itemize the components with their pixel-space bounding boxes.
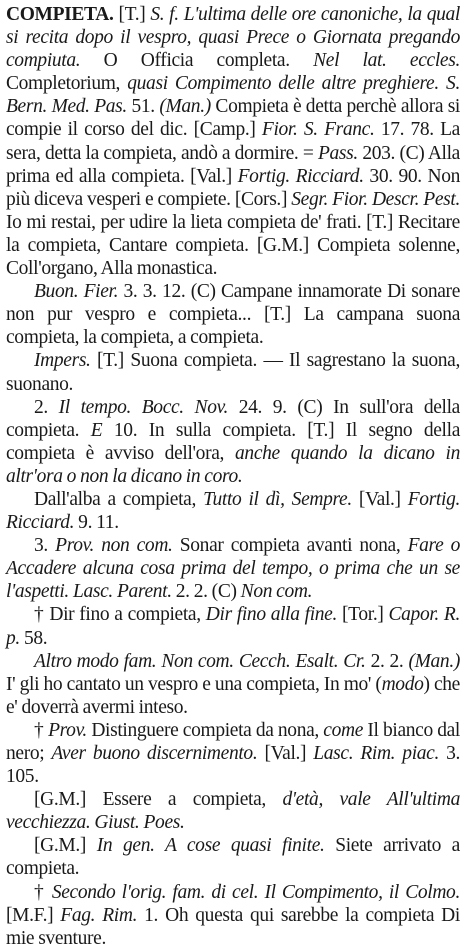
roman-text: 2. [34, 396, 59, 418]
roman-text: 1. Oh questa qui sarebbe la compieta Di mie sventure. [6, 904, 460, 949]
italic-text: anche quando la dicano in altr'ora o non la dicano in coro. [6, 442, 461, 487]
roman-text: [Tor.] [337, 604, 389, 626]
italic-text: Capor. R. p. [6, 604, 461, 649]
entry-subsense [6, 488, 460, 534]
roman-text: 17. 78. La sera, detta la compieta, andò a dormire. = [6, 119, 460, 164]
entry-subsense [6, 719, 460, 788]
italic-text: Fortig. Ricciard. [6, 488, 460, 534]
entry-subsense [6, 834, 460, 880]
roman-text: [T.] Suona compieta. — Il sagrestano la suona, suonano. [6, 350, 460, 395]
roman-text: [G.M.] [34, 835, 97, 857]
roman-text: † Dir fino a compieta, [34, 604, 206, 626]
entry-subsense [6, 603, 460, 649]
italic-text: S. f. L'ultima delle ore canoniche, la qual si recita dopo il vespro, quasi Prece o Giornata pregando compiuta. [6, 4, 461, 72]
italic-text: Segr. Fior. Descr. Pest. [291, 188, 460, 210]
roman-text: ) che e' doverrà avermi inteso. [6, 673, 460, 718]
italic-text: (Man.) [408, 650, 460, 672]
roman-text: 9. 11. [74, 512, 119, 534]
italic-text: Buon. Fier. [34, 281, 119, 303]
roman-text: Compieta è detta perchè allora si compie il corso del dic. [Camp.] [6, 96, 460, 141]
italic-text: Fag. Rim. [60, 904, 138, 926]
roman-text: 2. 2. (C) [171, 581, 241, 603]
roman-text: 2. 2. [365, 650, 409, 672]
italic-text: Nel lat. eccles. [313, 50, 460, 72]
italic-text: Tutto il dì, Sempre. [203, 488, 352, 510]
roman-text: [Val.] [351, 488, 408, 510]
entry-definition [6, 3, 460, 280]
roman-text: Sonar compieta avanti nona, [172, 535, 408, 557]
roman-text: 3. 3. 12. (C) Campane innamorate Di sonare non pur vespro e compieta... [T.] La campana suona compieta, la compieta, a compieta. [6, 281, 460, 349]
roman-text: [Val.] [257, 743, 314, 764]
roman-text: Dall'alba a compieta, [34, 488, 204, 510]
roman-text: 30. 90. Non più diceva vesperi e compiete. [Cors.] [6, 165, 461, 210]
italic-text: quasi Compimento delle altre preghiere. S. Bern. Med. Pas. [6, 73, 460, 118]
entry-subsense [6, 650, 460, 719]
roman-text: 203. (C) Alla prima ed alla compieta. [Val.] [6, 142, 460, 187]
roman-text: † [34, 719, 49, 741]
italic-text: Il tempo. Bocc. Nov. [58, 396, 228, 418]
entry-subsense [6, 881, 460, 950]
italic-text: Altro modo fam. Non com. Cecch. Esalt. Cr. [34, 650, 366, 672]
roman-text: Io mi restai, per udire la lieta compieta de' frati. [T.] Recitare la compieta, Cantare compieta. [G.M.] Compieta solenne, Coll'organo, Alla monastica. [6, 211, 460, 280]
italic-text: modo [381, 673, 424, 695]
italic-text: Fortig. Ricciard. [237, 165, 364, 187]
entry-subsense [6, 349, 460, 395]
entry-subsense [6, 280, 460, 349]
italic-text: Non com. [240, 581, 313, 603]
italic-text: Aver buono discernimento. [51, 743, 258, 764]
italic-text: Prov. non com. [55, 535, 173, 557]
italic-text: Fior. S. Franc. [261, 119, 375, 141]
roman-text: 24. 9. (C) In sull'ora della compieta. [6, 396, 460, 441]
italic-text: E [90, 419, 103, 441]
italic-text: Dir fino alla fine. [205, 604, 338, 626]
entry-subsense [6, 534, 460, 603]
entry-subsense [6, 396, 460, 488]
italic-text: Pass. [317, 142, 358, 164]
roman-text: 10. In sulla compieta. [T.] Il segno della compieta è avviso dell'ora, [6, 419, 461, 464]
entry-subsense [6, 788, 460, 834]
roman-text: [G.M.] Essere a compieta, [34, 789, 283, 811]
italic-text: Lasc. Rim. piac. [313, 743, 439, 764]
italic-text: Prov. [48, 719, 87, 741]
italic-text: (Man.) [159, 96, 211, 118]
italic-text: Secondo l'orig. fam. di cel. Il Compimento, il Colmo. [51, 881, 460, 903]
roman-text: Siete arrivato a compieta. [6, 835, 460, 880]
roman-text: 58. [19, 627, 48, 649]
roman-text: I' gli ho cantato un vespro e una compieta, In mo' ( [6, 673, 382, 695]
roman-text: [T.] [113, 4, 151, 25]
roman-text: Distinguere compieta da nona, [86, 719, 324, 741]
italic-text: come [323, 719, 364, 741]
roman-text: [M.F.] [6, 904, 61, 926]
roman-text: † [34, 881, 52, 903]
italic-text: d'età, vale All'ultima vecchiezza. Giust. Poes. [6, 789, 460, 834]
italic-text: Impers. [34, 350, 91, 372]
roman-text: Il bianco dal nero; [6, 719, 460, 764]
headword: COMPIETA. [6, 4, 114, 25]
roman-text: 3. 105. [6, 743, 461, 788]
italic-text: Fare o Accadere alcuna cosa prima del tempo, o prima che un se l'aspetti. Lasc. Parent. [6, 535, 460, 603]
roman-text: Completorium, [6, 73, 128, 95]
dictionary-entry-compieta [6, 3, 460, 950]
roman-text: 3. [34, 535, 56, 557]
italic-text: In gen. A cose quasi finite. [96, 835, 325, 857]
roman-text: O Officia completa. [80, 50, 314, 72]
roman-text: 51. [126, 96, 160, 118]
